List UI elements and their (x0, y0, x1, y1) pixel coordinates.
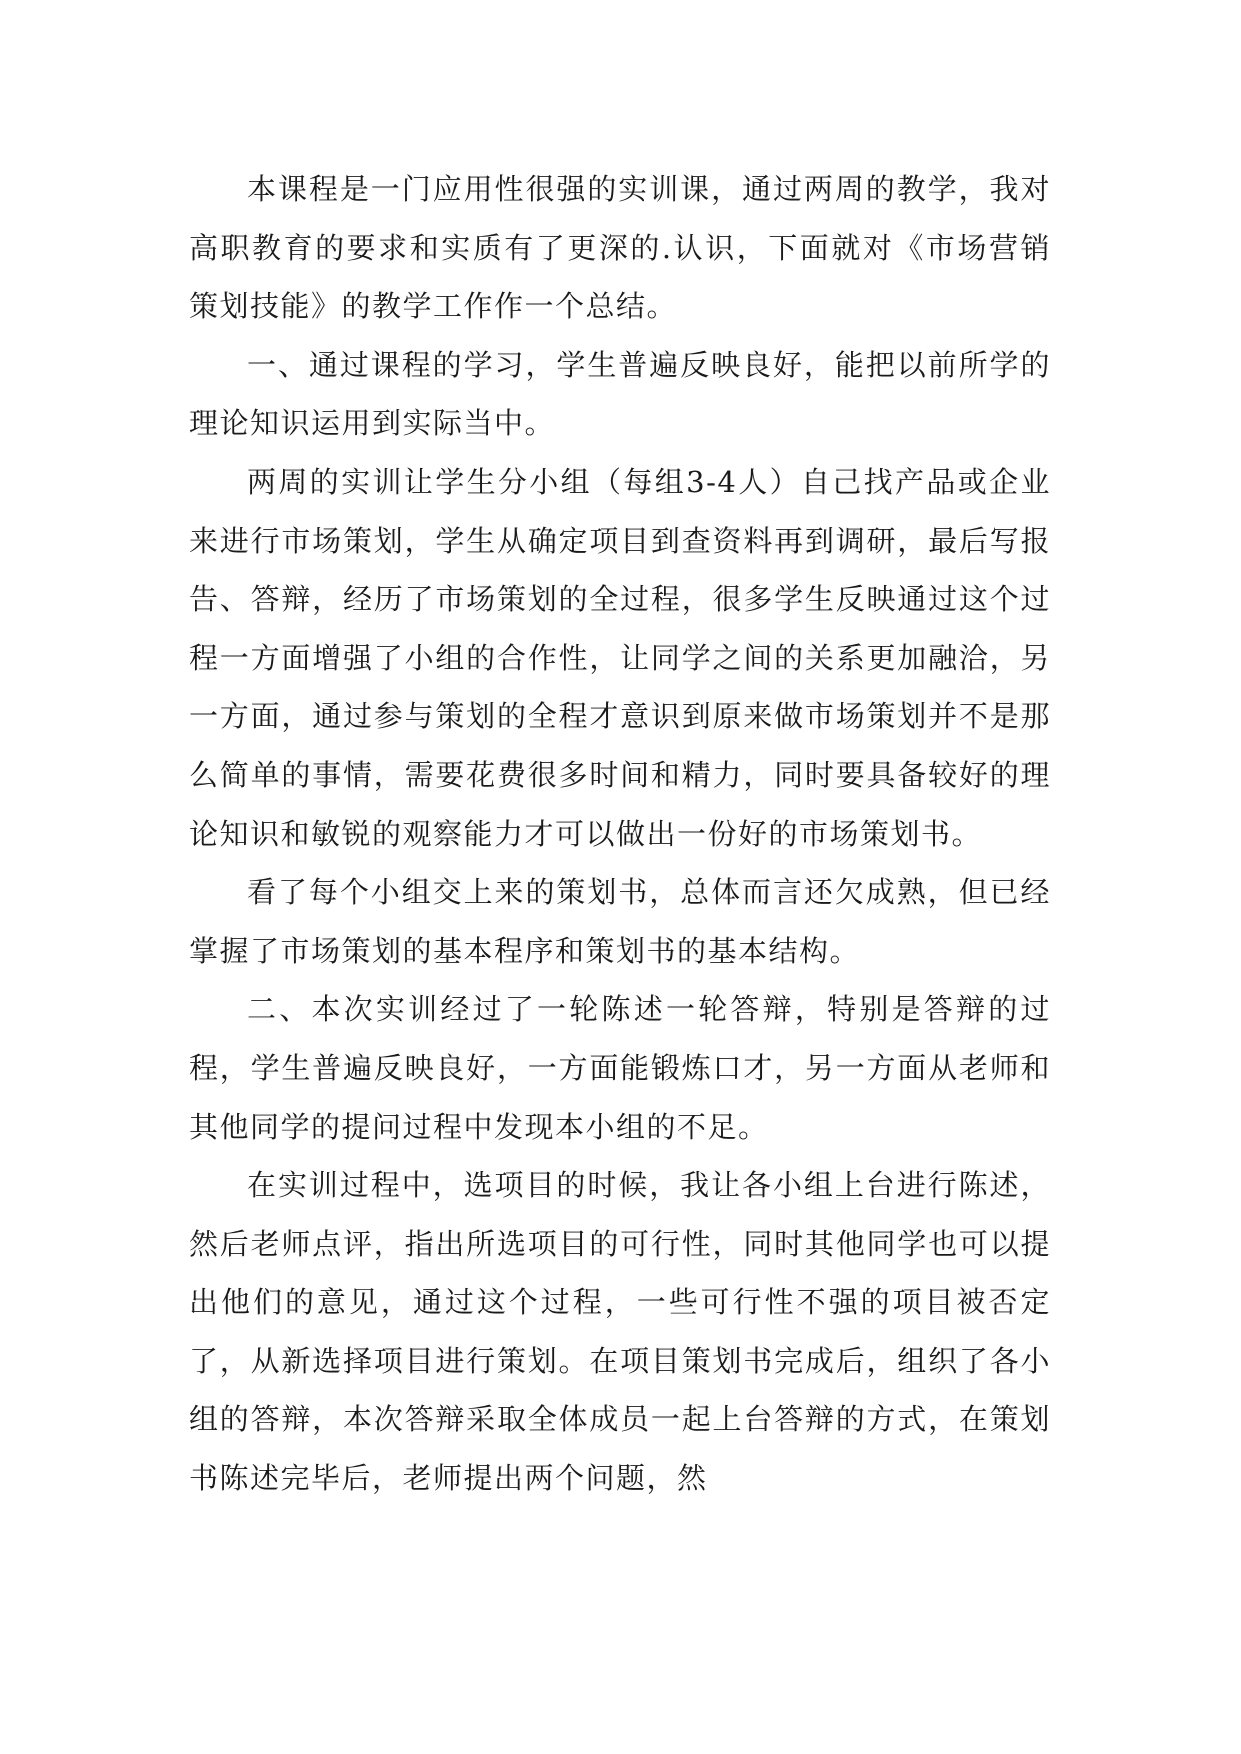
paragraph-plan-review: 看了每个小组交上来的策划书，总体而言还欠成熟，但已经掌握了市场策划的基本程序和策划书的基本结构。 (189, 875, 1051, 968)
paragraph-training-process: 在实训过程中，选项目的时候，我让各小组上台进行陈述，然后老师点评，指出所选项目的可行性，同时其他同学也可以提出他们的意见，通过这个过程，一些可行性不强的项目被否定了，从新选择项目进行策划。在项目策划书完成后，组织了各小组的答辩，本次答辩采取全体成员一起上台答辩的方式，在策划书陈述完毕后，老师提出两个问题，然 (189, 1168, 1051, 1496)
paragraph-training-groups: 两周的实训让学生分小组（每组3-4人）自己找产品或企业来进行市场策划，学生从确定项目到查资料再到调研，最后写报告、答辩，经历了市场策划的全过程，很多学生反映通过这个过程一方面增强了小组的合作性，让同学之间的关系更加融洽，另一方面，通过参与策划的全程才意识到原来做市场策划并不是那么简单的事情，需要花费很多时间和精力，同时要具备较好的理论知识和敏锐的观察能力才可以做出一份好的市场策划书。 (189, 464, 1051, 851)
document-body (189, 160, 1051, 1508)
paragraph-point-one: 一、通过课程的学习，学生普遍反映良好，能把以前所学的理论知识运用到实际当中。 (189, 347, 1051, 441)
paragraph-point-two: 二、本次实训经过了一轮陈述一轮答辩，特别是答辩的过程，学生普遍反映良好，一方面能锻炼口才，另一方面从老师和其他同学的提问过程中发现本小组的不足。 (189, 992, 1051, 1144)
paragraph-intro: 本课程是一门应用性很强的实训课，通过两周的教学，我对高职教育的要求和实质有了更深的.认识，下面就对《市场营销策划技能》的教学工作作一个总结。 (189, 172, 1051, 324)
